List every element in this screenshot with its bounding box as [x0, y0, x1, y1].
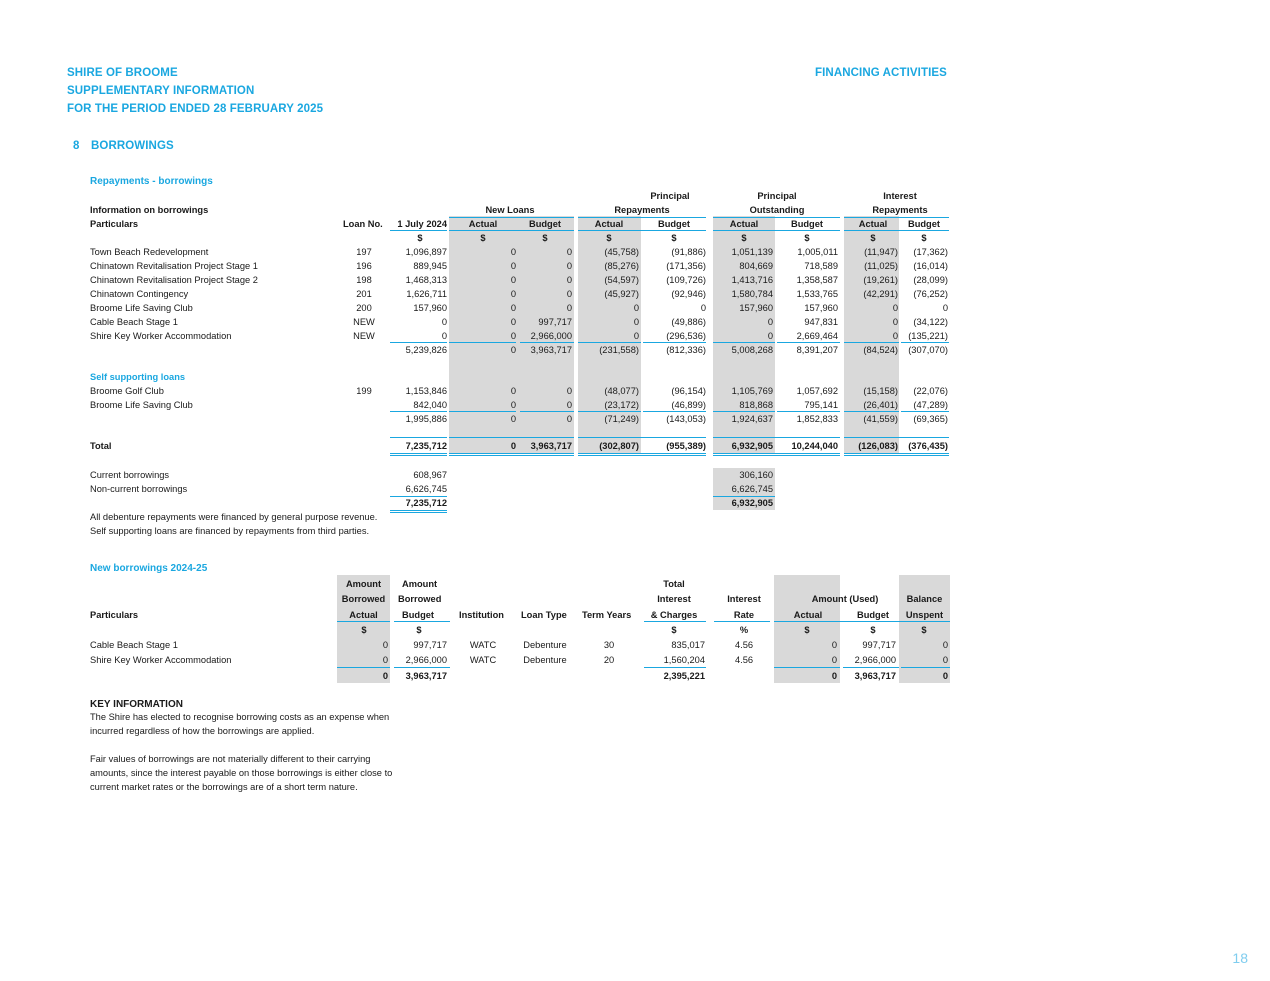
nb-hdr-rule: [774, 621, 899, 622]
self-loan-row-ir-budget: (47,289): [913, 400, 948, 410]
loan-row-opening: 1,626,711: [406, 289, 447, 299]
loan-row-pr-actual: (54,597): [604, 275, 639, 285]
total-rule-bottom: [844, 453, 949, 456]
nb-row-rate: 4.56: [734, 640, 754, 650]
nb-unit-symbol: $: [416, 625, 422, 635]
loan-row-nl-actual: 0: [510, 317, 516, 327]
loan-row-opening: 0: [441, 331, 447, 341]
subtotal-row-ir-budget: (307,070): [908, 345, 948, 355]
hdr-principal-rep-1: Principal: [650, 191, 690, 201]
nb-hdr-amount-used: Amount (Used): [811, 594, 879, 604]
subtotal-row-pr-actual: (231,558): [599, 345, 639, 355]
noncurrent-opening: 6,626,745: [405, 484, 447, 494]
current-opening: 608,967: [413, 470, 447, 480]
loan-row-opening: 889,945: [413, 261, 447, 271]
total-row-ir-actual: (126,083): [858, 441, 898, 451]
self-subtotal-row-pr-budget: (143,053): [666, 414, 706, 424]
total-row-nl-actual: 0: [510, 441, 516, 451]
nb-hdr-total: Total: [663, 579, 685, 589]
hdr-po-actual: Actual: [729, 219, 759, 229]
nb-total-rule: [394, 667, 450, 668]
hdr-loan-no: Loan No.: [343, 219, 383, 229]
self-subtotal-row-ir-budget: (69,365): [913, 414, 948, 424]
nb-row-total-interest: 1,560,204: [663, 655, 705, 665]
self-subtotal-rule: [578, 411, 641, 412]
loan-row-opening: 1,096,897: [405, 247, 447, 257]
hdr-nl-actual: Actual: [468, 219, 498, 229]
key-info-title: KEY INFORMATION: [90, 699, 183, 710]
note-self-supporting: Self supporting loans are financed by repayments from third parties.: [90, 526, 370, 536]
nb-unit-symbol: $: [361, 625, 367, 635]
loan-row-pr-budget: (49,886): [671, 317, 706, 327]
subtotal-rule: [713, 342, 775, 343]
loan-row-po-budget: 947,831: [804, 317, 838, 327]
nb-row-loan-type: Debenture: [523, 655, 567, 665]
total-rule-bottom: [578, 453, 706, 456]
nb-total-used-actual: 0: [831, 671, 837, 681]
nb-hdr-budget: Budget: [402, 610, 435, 620]
hdr-pr-actual: Actual: [594, 219, 624, 229]
loan-row-pr-actual: (45,927): [604, 289, 639, 299]
loan-row-pr-actual: 0: [633, 303, 639, 313]
self-subtotal-rule: [713, 411, 775, 412]
nb-row-rate: 4.56: [734, 655, 754, 665]
self-loan-row-label: Broome Life Saving Club: [90, 400, 193, 410]
unit-symbol: $: [741, 233, 747, 243]
nb-total-rule: [843, 667, 899, 668]
total-rule-top: [578, 437, 706, 438]
self-loan-row-loan-no: 199: [356, 386, 372, 396]
self-subtotal-row-po-budget: 1,852,833: [796, 414, 838, 424]
nb-hdr-unspent: Unspent: [905, 610, 944, 620]
subtotal-rule: [643, 342, 706, 343]
self-loan-row-ir-budget: (22,076): [913, 386, 948, 396]
nb-hdr-institution: Institution: [459, 610, 504, 620]
noncurrent-outstanding: 6,626,745: [731, 484, 773, 494]
loan-row-pr-budget: (92,946): [671, 289, 706, 299]
nb-total-amount-budget: 3,963,717: [405, 671, 447, 681]
loan-row-pr-actual: (45,758): [604, 247, 639, 257]
section-title: BORROWINGS: [91, 140, 174, 152]
self-loan-row-po-actual: 1,105,769: [731, 386, 773, 396]
loan-row-loan-no: 200: [356, 303, 372, 313]
section-number: 8: [73, 140, 80, 152]
loan-row-nl-budget: 997,717: [538, 317, 572, 327]
nb-row-institution: WATC: [469, 640, 497, 650]
subtotal-rule: [578, 342, 641, 343]
self-loan-row-pr-budget: (96,154): [671, 386, 706, 396]
subtotal-row-nl-budget: 3,963,717: [530, 345, 572, 355]
loan-row-po-actual: 1,413,716: [731, 275, 773, 285]
loan-row-loan-no: 198: [356, 275, 372, 285]
nb-row-used-budget: 997,717: [862, 640, 896, 650]
current-borrowings-label: Current borrowings: [90, 470, 170, 480]
total-row-opening: 7,235,712: [405, 441, 447, 451]
self-loan-row-label: Broome Golf Club: [90, 386, 164, 396]
nb-row-balance: 0: [942, 640, 948, 650]
loan-row-pr-actual: 0: [633, 317, 639, 327]
loan-row-nl-budget: 0: [566, 289, 572, 299]
nb-hdr-rule: [714, 621, 770, 622]
key-info-p1-line2: incurred regardless of how the borrowings are applied.: [90, 726, 315, 736]
unit-symbol: $: [804, 233, 810, 243]
loan-row-pr-budget: (91,886): [671, 247, 706, 257]
org-name: SHIRE OF BROOME: [67, 67, 178, 79]
total-row-ir-budget: (376,435): [908, 441, 948, 451]
nb-total-rule: [644, 667, 706, 668]
rule-opening: [390, 230, 447, 231]
hdr-interest-1: Interest: [883, 191, 917, 201]
hdr-interest-2: Repayments: [872, 205, 928, 215]
cn-total-outstanding: 6,932,905: [731, 498, 773, 508]
current-outstanding: 306,160: [739, 470, 773, 480]
loan-row-ir-budget: (28,099): [913, 275, 948, 285]
hdr-pr-budget: Budget: [657, 219, 691, 229]
self-loan-row-ir-actual: (26,401): [863, 400, 898, 410]
loan-row-po-budget: 1,005,011: [797, 247, 838, 257]
total-row-pr-actual: (302,807): [599, 441, 639, 451]
nb-unit-symbol: $: [671, 625, 677, 635]
self-subtotal-rule: [643, 411, 706, 412]
nb-hdr-balance: Balance: [906, 594, 943, 604]
hdr-ir-budget: Budget: [907, 219, 941, 229]
nb-hdr-amount-b: Amount: [402, 579, 438, 589]
loan-row-label: Chinatown Revitalisation Project Stage 2: [90, 275, 258, 285]
section-tag: FINANCING ACTIVITIES: [815, 67, 947, 79]
nb-hdr-amount: Amount: [345, 579, 382, 589]
self-subtotal-rule: [901, 411, 949, 412]
loan-row-ir-budget: (17,362): [913, 247, 948, 257]
loan-row-pr-budget: (109,726): [666, 275, 706, 285]
unit-symbol: $: [480, 233, 486, 243]
hdr-particulars: Particulars: [90, 219, 139, 229]
subtotal-rule: [449, 342, 516, 343]
repayments-title: Repayments - borrowings: [90, 176, 213, 187]
unit-symbol: $: [542, 233, 548, 243]
nb-row-amount-budget: 997,717: [413, 640, 447, 650]
loan-row-pr-actual: 0: [633, 331, 639, 341]
subtotal-row-pr-budget: (812,336): [666, 345, 706, 355]
unit-symbol: $: [870, 233, 876, 243]
rule-nl-cols: [449, 230, 574, 231]
loan-row-pr-actual: (85,276): [604, 261, 639, 271]
self-supporting-title: Self supporting loans: [90, 372, 186, 382]
nb-total-total-interest: 2,395,221: [663, 671, 705, 681]
nb-row-particulars: Shire Key Worker Accommodation: [90, 655, 232, 665]
loan-row-pr-budget: (296,536): [666, 331, 706, 341]
self-subtotal-row-nl-budget: 0: [566, 414, 572, 424]
nb-hdr-charges: & Charges: [650, 610, 698, 620]
nb-unit-symbol: $: [804, 625, 810, 635]
report-subtitle: SUPPLEMENTARY INFORMATION: [67, 85, 255, 97]
loan-row-po-actual: 157,960: [739, 303, 773, 313]
loan-row-nl-actual: 0: [510, 247, 516, 257]
hdr-info-label: Information on borrowings: [90, 205, 209, 215]
hdr-po-budget: Budget: [790, 219, 824, 229]
loan-row-label: Chinatown Revitalisation Project Stage 1: [90, 261, 258, 271]
loan-row-po-actual: 804,669: [739, 261, 773, 271]
nb-hdr-borrowed: Borrowed: [341, 594, 386, 604]
nb-total-rule: [901, 667, 950, 668]
subtotal-rule: [390, 342, 447, 343]
nb-hdr-interest: Interest: [657, 594, 691, 604]
subtotal-row-opening: 5,239,826: [405, 345, 447, 355]
subtotal-rule: [777, 342, 840, 343]
rule-ir-cols: [844, 230, 949, 231]
self-subtotal-row-po-actual: 1,924,637: [731, 414, 773, 424]
loan-row-nl-actual: 0: [510, 289, 516, 299]
nb-total-amount-actual: 0: [382, 671, 388, 681]
loan-row-pr-budget: (171,356): [666, 261, 706, 271]
loan-row-ir-budget: (16,014): [913, 261, 948, 271]
self-loan-row-po-actual: 818,868: [739, 400, 773, 410]
loan-row-po-budget: 1,533,765: [796, 289, 838, 299]
loan-row-nl-budget: 0: [566, 261, 572, 271]
loan-row-nl-budget: 0: [566, 247, 572, 257]
nb-total-rule: [774, 667, 840, 668]
self-loan-row-pr-actual: (48,077): [604, 386, 639, 396]
nb-hdr-borrowed-b: Borrowed: [398, 594, 442, 604]
new-borrowings-title: New borrowings 2024-25: [90, 563, 208, 574]
nb-total-used-budget: 3,963,717: [854, 671, 896, 681]
hdr-principal-rep-2: Repayments: [614, 205, 670, 215]
nb-row-loan-type: Debenture: [523, 640, 567, 650]
self-subtotal-rule: [777, 411, 840, 412]
loan-row-nl-actual: 0: [510, 275, 516, 285]
loan-row-ir-actual: (42,291): [863, 289, 898, 299]
self-subtotal-rule: [520, 411, 574, 412]
nb-total-balance: 0: [942, 671, 948, 681]
unit-symbol: $: [606, 233, 612, 243]
nb-hdr-rule: [644, 621, 706, 622]
nb-hdr-actual: Actual: [349, 610, 378, 620]
loan-row-po-actual: 1,580,784: [731, 289, 773, 299]
loan-row-label: Chinatown Contingency: [90, 289, 189, 299]
loan-row-loan-no: 196: [356, 261, 372, 271]
subtotal-rule: [520, 342, 574, 343]
total-rule-top: [449, 437, 574, 438]
loan-row-opening: 157,960: [413, 303, 447, 313]
key-info-p2-line1: Fair values of borrowings are not materially different to their carrying: [90, 754, 371, 764]
loan-row-nl-budget: 2,966,000: [530, 331, 572, 341]
noncurrent-borrowings-label: Non-current borrowings: [90, 484, 188, 494]
report-period: FOR THE PERIOD ENDED 28 FEBRUARY 2025: [67, 103, 324, 115]
loan-row-ir-actual: 0: [892, 303, 898, 313]
cn-total-rule: [390, 510, 447, 513]
hdr-principal-out-2: Outstanding: [749, 205, 805, 215]
note-debenture: All debenture repayments were financed by general purpose revenue.: [90, 512, 378, 522]
nb-hdr-used-budget: Budget: [856, 610, 890, 620]
nb-row-amount-actual: 0: [382, 655, 388, 665]
hdr-new-loans: New Loans: [485, 205, 535, 215]
rule-po-cols: [713, 230, 840, 231]
subtotal-row-ir-actual: (84,524): [863, 345, 898, 355]
rule-pr-cols: [578, 230, 706, 231]
total-rule-bottom: [449, 453, 574, 456]
self-loan-row-pr-budget: (46,899): [671, 400, 706, 410]
loan-row-opening: 0: [441, 317, 447, 327]
nb-row-institution: WATC: [469, 655, 497, 665]
nb-hdr-loan-type: Loan Type: [521, 610, 567, 620]
hdr-opening: 1 July 2024: [397, 219, 447, 229]
loan-row-label: Cable Beach Stage 1: [90, 317, 178, 327]
nb-row-balance: 0: [942, 655, 948, 665]
nb-hdr-rate-1: Interest: [727, 594, 761, 604]
loan-row-po-budget: 157,960: [804, 303, 838, 313]
loan-row-po-actual: 1,051,139: [731, 247, 773, 257]
nb-unit-symbol: $: [921, 625, 927, 635]
loan-row-nl-budget: 0: [566, 275, 572, 285]
self-loan-row-po-budget: 1,057,692: [796, 386, 838, 396]
page-number: 18: [1232, 950, 1248, 966]
hdr-nl-budget: Budget: [528, 219, 562, 229]
loan-row-loan-no: NEW: [353, 317, 375, 327]
self-subtotal-rule: [449, 411, 516, 412]
self-subtotal-rule: [390, 411, 447, 412]
loan-row-po-actual: 0: [767, 331, 773, 341]
loan-row-label: Broome Life Saving Club: [90, 303, 193, 313]
loan-row-ir-budget: (34,122): [913, 317, 948, 327]
nb-row-total-interest: 835,017: [671, 640, 705, 650]
key-info-p1-line1: The Shire has elected to recognise borrowing costs as an expense when: [90, 712, 390, 722]
loan-row-ir-actual: 0: [892, 331, 898, 341]
self-subtotal-row-nl-actual: 0: [510, 414, 516, 424]
loan-row-po-budget: 718,589: [804, 261, 838, 271]
nb-row-used-budget: 2,966,000: [854, 655, 896, 665]
loan-row-opening: 1,468,313: [405, 275, 447, 285]
total-row-nl-budget: 3,963,717: [530, 441, 572, 451]
loan-row-loan-no: 201: [356, 289, 372, 299]
loan-row-label: Shire Key Worker Accommodation: [90, 331, 232, 341]
nb-unit-symbol: %: [739, 625, 749, 635]
self-loan-row-opening: 1,153,846: [405, 386, 447, 396]
nb-hdr-rule: [337, 621, 390, 622]
nb-unit-symbol: $: [870, 625, 876, 635]
nb-hdr-rule: [394, 621, 450, 622]
loan-row-po-actual: 0: [767, 317, 773, 327]
self-loan-row-ir-actual: (15,158): [863, 386, 898, 396]
nb-row-used-actual: 0: [831, 640, 837, 650]
loan-row-nl-actual: 0: [510, 303, 516, 313]
hdr-principal-out-1: Principal: [757, 191, 797, 201]
total-row-po-actual: 6,932,905: [731, 441, 773, 451]
loan-row-loan-no: NEW: [353, 331, 375, 341]
key-info-p2-line2: amounts, since the interest payable on those borrowings is either close to: [90, 768, 393, 778]
subtotal-rule: [901, 342, 949, 343]
loan-row-nl-actual: 0: [510, 261, 516, 271]
total-rule-top: [844, 437, 949, 438]
nb-row-used-actual: 0: [831, 655, 837, 665]
total-rule-top: [713, 437, 840, 438]
self-loan-row-nl-budget: 0: [566, 400, 572, 410]
self-subtotal-row-opening: 1,995,886: [405, 414, 447, 424]
loan-row-nl-actual: 0: [510, 331, 516, 341]
loan-row-ir-actual: 0: [892, 317, 898, 327]
self-subtotal-row-pr-actual: (71,249): [604, 414, 639, 424]
loan-row-nl-budget: 0: [566, 303, 572, 313]
loan-row-pr-budget: 0: [700, 303, 706, 313]
nb-hdr-rate-2: Rate: [733, 610, 755, 620]
loan-row-ir-actual: (11,025): [864, 261, 898, 271]
self-subtotal-row-ir-actual: (41,559): [863, 414, 898, 424]
loan-row-ir-budget: (76,252): [913, 289, 948, 299]
self-subtotal-rule: [844, 411, 899, 412]
nb-row-term: 30: [603, 640, 615, 650]
nb-row-amount-actual: 0: [382, 640, 388, 650]
nb-row-particulars: Cable Beach Stage 1: [90, 640, 178, 650]
self-loan-row-opening: 842,040: [413, 400, 447, 410]
nb-row-term: 20: [603, 655, 615, 665]
cn-total-opening: 7,235,712: [405, 498, 447, 508]
nb-row-amount-budget: 2,966,000: [405, 655, 447, 665]
loan-row-ir-budget: 0: [942, 303, 948, 313]
unit-symbol: $: [417, 233, 423, 243]
total-rule-bottom: [390, 453, 447, 456]
key-info-p2-line3: current market rates or the borrowings are of a short term nature.: [90, 782, 358, 792]
total-row-label: Total: [90, 441, 112, 451]
nb-hdr-used-actual: Actual: [793, 610, 823, 620]
loan-row-po-budget: 2,669,464: [796, 331, 838, 341]
nb-hdr-term: Term Years: [582, 610, 632, 620]
subtotal-row-po-actual: 5,008,268: [731, 345, 773, 355]
subtotal-row-nl-actual: 0: [510, 345, 516, 355]
subtotal-row-po-budget: 8,391,207: [796, 345, 838, 355]
total-rule-bottom: [713, 453, 840, 456]
self-loan-row-pr-actual: (23,172): [604, 400, 639, 410]
self-loan-row-nl-budget: 0: [566, 386, 572, 396]
loan-row-ir-actual: (19,261): [863, 275, 898, 285]
unit-symbol: $: [671, 233, 677, 243]
nb-hdr-rule: [899, 621, 950, 622]
unit-symbol: $: [921, 233, 927, 243]
subtotal-rule: [844, 342, 899, 343]
loan-row-ir-budget: (135,221): [908, 331, 948, 341]
self-loan-row-nl-actual: 0: [510, 386, 516, 396]
loan-row-label: Town Beach Redevelopment: [90, 247, 209, 257]
loan-row-loan-no: 197: [356, 247, 372, 257]
total-rule-top: [390, 437, 447, 438]
nb-hdr-particulars: Particulars: [90, 610, 139, 620]
loan-row-ir-actual: (11,947): [864, 247, 898, 257]
total-row-po-budget: 10,244,040: [791, 441, 838, 451]
self-loan-row-nl-actual: 0: [510, 400, 516, 410]
total-row-pr-budget: (955,389): [666, 441, 706, 451]
hdr-ir-actual: Actual: [858, 219, 888, 229]
nb-total-rule: [337, 667, 390, 668]
loan-row-po-budget: 1,358,587: [796, 275, 838, 285]
self-loan-row-po-budget: 795,141: [804, 400, 838, 410]
